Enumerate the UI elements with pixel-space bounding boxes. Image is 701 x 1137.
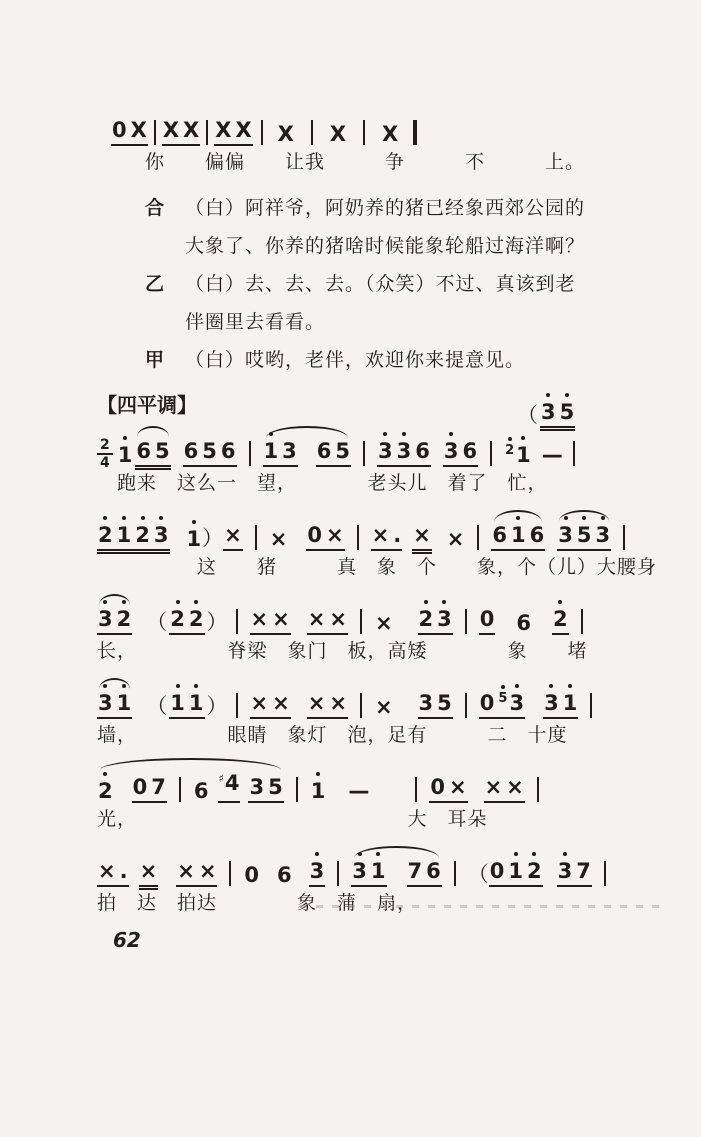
barline (573, 441, 575, 466)
barline (249, 441, 251, 466)
notation-line (97, 673, 701, 719)
barline (465, 609, 467, 634)
slur-arc (351, 859, 442, 887)
music-row (97, 505, 701, 580)
barline (261, 120, 263, 145)
slur-arc (491, 523, 545, 551)
parenthesis: （ (467, 862, 489, 886)
barline (363, 120, 365, 145)
note: × (446, 527, 465, 551)
note: 3 2 (97, 607, 132, 635)
pickup-notes (517, 383, 575, 428)
lyrics-line: 光， 大 耳朵 (97, 808, 488, 830)
note: 3 7 (557, 859, 592, 887)
note: X X (214, 118, 252, 146)
barline (206, 120, 208, 145)
note: × (374, 695, 393, 719)
note-group (479, 691, 525, 719)
note: × × (250, 691, 291, 719)
parenthesis: ） (202, 526, 224, 550)
scan-artifact (300, 905, 660, 908)
note: × (269, 527, 288, 551)
barline (236, 609, 238, 634)
dialogue-line: （白）哎哟，老伴，欢迎你来提意见。 (185, 349, 526, 371)
note: × (412, 523, 432, 551)
barline (581, 609, 583, 634)
notation-line (97, 505, 701, 551)
notation-line (97, 421, 701, 471)
note: 0 (479, 691, 495, 715)
parenthesis: （ (146, 694, 168, 718)
notation-line (97, 589, 701, 635)
note: 3 5 3 (557, 523, 611, 551)
dialogue-row (145, 341, 701, 379)
barline (296, 777, 298, 802)
note: 0 (244, 863, 260, 887)
note: 3 5 (248, 775, 283, 803)
barline (590, 693, 592, 718)
note: X (329, 122, 347, 146)
rhythm-lyrics: 你 偏偏 让我 争 不 上。 (125, 151, 586, 173)
note: 0 1 2 (489, 859, 543, 887)
note: X (382, 122, 399, 146)
music-row (97, 673, 701, 748)
note: 1 1 (169, 691, 204, 719)
slur-arc (263, 439, 352, 467)
speaker-label: 甲 (145, 349, 165, 371)
note: ♯4 (218, 771, 241, 803)
dialogue-line: 大象了、你养的猪啥时候能象轮船过海洋啊？ (185, 235, 586, 257)
note: 6 (516, 611, 532, 635)
note: × × (484, 775, 525, 803)
dialogue-line: （白）去、去、去。（众笑）不过、真该到老 (185, 273, 576, 295)
barline (337, 861, 339, 886)
barline (154, 120, 156, 145)
note: 0 × (306, 523, 344, 551)
speaker-label: 合 (145, 197, 165, 219)
barline (360, 609, 362, 634)
note: 3 (509, 691, 525, 715)
slur-arc (97, 771, 284, 803)
note: × × (307, 607, 348, 635)
notation-line (97, 841, 701, 887)
note: 3 3 6 (377, 439, 431, 467)
tune-section-label: 【四平调】 (97, 393, 197, 417)
barline (415, 777, 417, 802)
dialogue-block (145, 189, 701, 379)
note: × (374, 611, 393, 635)
duration-dash: — (348, 779, 370, 803)
note: 3 6 (443, 439, 478, 467)
barline (357, 525, 359, 550)
barline (623, 525, 625, 550)
note: 0 X (111, 118, 148, 146)
note: × × (250, 607, 291, 635)
barline (236, 693, 238, 718)
note: × × (176, 859, 217, 887)
barline (311, 120, 313, 145)
grace-note: 5 (498, 691, 508, 706)
barline (477, 525, 479, 550)
barline (537, 777, 539, 802)
note: 0 × (429, 775, 467, 803)
parenthesis: ） (206, 610, 228, 634)
barline (229, 861, 231, 886)
dialogue-row (145, 189, 701, 265)
time-signature: 2 4 (97, 438, 113, 470)
note: 0 7 (132, 775, 167, 803)
dialogue-text (185, 341, 525, 379)
note: 6 (277, 863, 292, 887)
dialogue-line: （白）阿祥爷，阿奶养的猪已经象西郊公园的 (185, 197, 586, 219)
note: 3 5 (540, 400, 575, 428)
parenthesis: （ (146, 610, 168, 634)
note: 1 3 (263, 439, 298, 467)
sharp-icon: ♯ (218, 772, 224, 785)
barline (465, 693, 467, 718)
parenthesis: ） (206, 694, 228, 718)
rhythm-notation-line (111, 100, 701, 146)
duration-dash: — (541, 443, 563, 467)
barline (360, 693, 362, 718)
note: X (277, 122, 294, 146)
note: × . (97, 859, 129, 887)
page-number: 62 (113, 928, 141, 952)
barline (179, 777, 181, 802)
note: 6 1 6 (491, 523, 545, 551)
parenthesis: （ (517, 403, 538, 427)
note: × (139, 859, 159, 887)
music-row (97, 757, 701, 832)
barline (454, 861, 456, 886)
note: × (223, 523, 243, 551)
barline (490, 441, 492, 466)
note: 6 5 6 (183, 439, 237, 467)
note: 1 (310, 779, 326, 803)
music-row (97, 589, 701, 664)
note: 3 1 (97, 691, 132, 719)
note: 2 (98, 779, 113, 803)
dialogue-text (185, 265, 576, 341)
note: 6 5 (135, 439, 170, 467)
grace-note: 2 (505, 443, 515, 458)
note: 2 (552, 607, 569, 635)
lyrics-line: 这 猪 真 象 个 象，个（儿）大腰身 (97, 556, 658, 578)
dialogue-text (185, 189, 585, 265)
note: 3 1 (543, 691, 578, 719)
lyrics-line: 墙， 眼睛 象灯 泡，足有 二 十度 (97, 724, 568, 746)
note: × . (371, 523, 403, 551)
note: 3 (309, 859, 326, 887)
note: 6 5 (316, 439, 351, 467)
note: X X (162, 118, 200, 146)
note: 3 5 (418, 691, 453, 719)
lyrics-line: 拍 达 拍达 象 蒲 扇， (97, 892, 418, 914)
note: 3 1 (351, 859, 386, 887)
note: 7 6 (407, 859, 442, 887)
barline (604, 861, 606, 886)
barline-thick (413, 120, 417, 145)
note: 2 2 (169, 607, 204, 635)
note: 1 (186, 527, 202, 551)
note: 1 (516, 443, 531, 467)
speaker-label: 乙 (145, 273, 165, 295)
notation-line (97, 757, 701, 803)
note: 2 1 2 3 (97, 523, 170, 551)
note: 2 3 (418, 607, 453, 635)
dialogue-line: 伴圈里去看看。 (185, 311, 326, 333)
barline (255, 525, 257, 550)
note: 6 (193, 779, 209, 803)
lyrics-line: 跑来 这么一 望， 老头儿 着了 忙， (97, 472, 548, 494)
dialogue-row (145, 265, 701, 341)
lyrics-line: 长， 脊梁 象门 板，高矮 象 堵 (97, 640, 588, 662)
rhythm-section (111, 100, 701, 175)
note: × × (307, 691, 348, 719)
note: 1 (117, 443, 133, 467)
note: 0 (479, 607, 496, 635)
barline (363, 441, 365, 466)
